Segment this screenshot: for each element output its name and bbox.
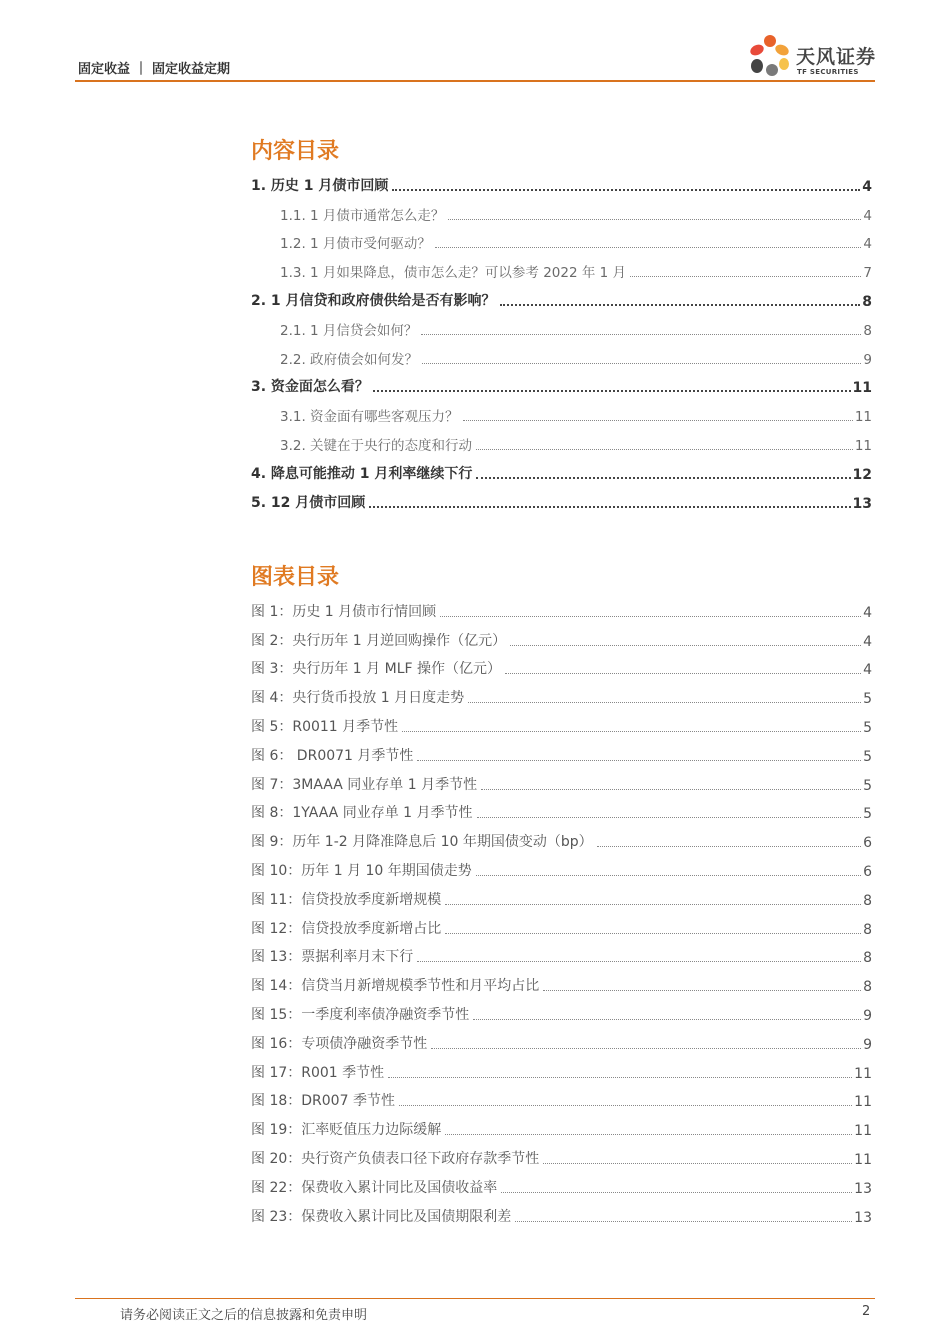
- figure-entry[interactable]: [251, 794, 872, 823]
- entry-label: 图 9：历年 1-2 月降准降息后 10 年期国债变动（bp）: [251, 834, 593, 851]
- dot-leader: [373, 390, 851, 392]
- entry-label: 3.1. 资金面有哪些客观压力？: [280, 409, 459, 426]
- entry-page-number: 8: [863, 892, 872, 909]
- dot-leader: [417, 961, 861, 962]
- toc-entry[interactable]: [251, 224, 872, 253]
- entry-label: 图 15：一季度利率债净融资季节性: [251, 1006, 470, 1023]
- dot-leader: [473, 1019, 861, 1020]
- entry-label: 图 14：信贷当月新增规模季节性和月平均占比: [251, 978, 540, 995]
- dot-leader: [476, 449, 853, 450]
- entry-label: 1.3. 1 月如果降息，债市怎么走？可以参考 2022 年 1 月: [280, 265, 627, 282]
- dot-leader: [440, 616, 861, 617]
- toc-entry[interactable]: [251, 310, 872, 339]
- dot-leader: [510, 645, 861, 646]
- figure-entry[interactable]: [251, 1139, 872, 1168]
- entry-page-number: 8: [863, 921, 872, 938]
- entry-label: 图 20：央行资产负债表口径下政府存款季节性: [251, 1150, 540, 1167]
- footer-divider: [75, 1298, 875, 1299]
- entry-label: 1.2. 1 月债市受何驱动？: [280, 236, 431, 253]
- flower-logo-icon: [748, 32, 792, 80]
- dot-leader: [421, 334, 861, 335]
- entry-label: 图 2：央行历年 1 月逆回购操作（亿元）: [251, 632, 507, 649]
- figure-entry[interactable]: [251, 909, 872, 938]
- toc-entry[interactable]: [251, 368, 872, 397]
- toc-entry[interactable]: [251, 483, 872, 512]
- toc-entry[interactable]: [251, 195, 872, 224]
- dot-leader: [481, 789, 861, 790]
- toc-entry[interactable]: [251, 396, 872, 425]
- entry-page-number: 5: [863, 777, 872, 794]
- entry-page-number: 11: [854, 1123, 872, 1140]
- entry-page-number: 6: [863, 835, 872, 852]
- figure-entry[interactable]: [251, 1053, 872, 1082]
- figure-entry[interactable]: [251, 1024, 872, 1053]
- dot-leader: [463, 420, 853, 421]
- figure-entry[interactable]: [251, 966, 872, 995]
- entry-page-number: 9: [863, 1007, 872, 1024]
- entry-page-number: 4: [863, 633, 872, 650]
- dot-leader: [630, 276, 861, 277]
- figure-entry[interactable]: [251, 1197, 872, 1226]
- figure-entry[interactable]: [251, 880, 872, 909]
- figure-entry[interactable]: [251, 851, 872, 880]
- entry-label: 图 1：历史 1 月债市行情回顾: [251, 603, 437, 620]
- entry-label: 图 7：3MAAA 同业存单 1 月季节性: [251, 776, 478, 793]
- dot-leader: [431, 1048, 861, 1049]
- logo-chinese-text: 天风证券: [796, 46, 877, 68]
- entry-label: 图 13：票据利率月末下行: [251, 949, 414, 966]
- dot-leader: [445, 933, 861, 934]
- entry-label: 图 3：央行历年 1 月 MLF 操作（亿元）: [251, 661, 501, 678]
- entry-label: 图 6： DR0071 月季节性: [251, 747, 414, 764]
- entry-page-number: 5: [863, 748, 872, 765]
- dot-leader: [515, 1221, 852, 1222]
- figures-title: 图表目录: [251, 565, 340, 590]
- entry-label: 3. 资金面怎么看？: [251, 379, 369, 396]
- entry-page-number: 8: [863, 950, 872, 967]
- figure-entry[interactable]: [251, 707, 872, 736]
- breadcrumb: 固定收益 ｜ 固定收益定期: [78, 62, 231, 77]
- entry-page-number: 11: [854, 437, 872, 454]
- entry-page-number: 13: [854, 1209, 872, 1226]
- dot-leader: [505, 673, 861, 674]
- entry-label: 图 17：R001 季节性: [251, 1064, 385, 1081]
- entry-page-number: 6: [863, 863, 872, 880]
- figure-entry[interactable]: [251, 1082, 872, 1111]
- dot-leader: [476, 477, 850, 479]
- figure-entry[interactable]: [251, 765, 872, 794]
- contents-title: 内容目录: [251, 139, 340, 164]
- entry-label: 2. 1 月信贷和政府债供给是否有影响？: [251, 292, 496, 309]
- entry-page-number: 9: [863, 351, 872, 368]
- entry-page-number: 4: [863, 604, 872, 621]
- entry-page-number: 5: [863, 806, 872, 823]
- entry-label: 1.1. 1 月债市通常怎么走？: [280, 207, 445, 224]
- entry-page-number: 7: [863, 265, 872, 282]
- entry-label: 图 11：信贷投放季度新增规模: [251, 891, 442, 908]
- entry-page-number: 4: [863, 662, 872, 679]
- figure-entry[interactable]: [251, 995, 872, 1024]
- logo-english-text: TF SECURITIES: [797, 68, 859, 76]
- entry-page-number: 5: [863, 691, 872, 708]
- footer-disclaimer: 请务必阅读正文之后的信息披露和免责申明: [120, 1308, 368, 1323]
- entry-page-number: 4: [863, 236, 872, 253]
- figure-entry[interactable]: [251, 736, 872, 765]
- entry-page-number: 11: [854, 1065, 872, 1082]
- toc-entry[interactable]: [251, 166, 872, 195]
- figures-list: [251, 592, 872, 1226]
- entry-page-number: 8: [863, 322, 872, 339]
- dot-leader: [392, 189, 860, 191]
- figure-entry[interactable]: [251, 822, 872, 851]
- dot-leader: [417, 760, 861, 761]
- entry-label: 1. 历史 1 月债市回顾: [251, 177, 389, 194]
- toc-entry[interactable]: [251, 454, 872, 483]
- dot-leader: [597, 846, 861, 847]
- dot-leader: [445, 1134, 852, 1135]
- contents-list: [251, 166, 872, 512]
- figure-entry[interactable]: [251, 650, 872, 679]
- dot-leader: [477, 817, 862, 818]
- entry-label: 图 4：央行货币投放 1 月日度走势: [251, 690, 465, 707]
- dot-leader: [435, 247, 861, 248]
- dot-leader: [399, 1105, 852, 1106]
- figure-entry[interactable]: [251, 1168, 872, 1197]
- entry-page-number: 8: [862, 293, 872, 310]
- dot-leader: [500, 304, 861, 306]
- entry-label: 图 16：专项债净融资季节性: [251, 1035, 428, 1052]
- dot-leader: [501, 1192, 852, 1193]
- figure-entry[interactable]: [251, 592, 872, 621]
- figure-entry[interactable]: [251, 938, 872, 967]
- entry-page-number: 5: [863, 719, 872, 736]
- entry-label: 图 8：1YAAA 同业存单 1 月季节性: [251, 805, 473, 822]
- company-logo: [748, 32, 883, 80]
- entry-label: 图 18：DR007 季节性: [251, 1093, 395, 1110]
- figure-entry[interactable]: [251, 678, 872, 707]
- entry-page-number: 9: [863, 1036, 872, 1053]
- toc-entry[interactable]: [251, 339, 872, 368]
- header-divider: [75, 80, 875, 82]
- figure-entry[interactable]: [251, 1110, 872, 1139]
- toc-entry[interactable]: [251, 252, 872, 281]
- entry-page-number: 12: [852, 466, 872, 483]
- dot-leader: [543, 1163, 852, 1164]
- entry-label: 4. 降息可能推动 1 月利率继续下行: [251, 465, 473, 482]
- dot-leader: [369, 506, 850, 508]
- entry-label: 图 12：信贷投放季度新增占比: [251, 920, 442, 937]
- entry-label: 图 5：R0011 月季节性: [251, 718, 399, 735]
- dot-leader: [448, 219, 861, 220]
- entry-label: 图 19：汇率贬值压力边际缓解: [251, 1122, 442, 1139]
- toc-entry[interactable]: [251, 281, 872, 310]
- dot-leader: [468, 702, 861, 703]
- dot-leader: [402, 731, 861, 732]
- dot-leader: [543, 990, 861, 991]
- toc-entry[interactable]: [251, 425, 872, 454]
- entry-label: 2.2. 政府债会如何发？: [280, 351, 419, 368]
- dot-leader: [476, 875, 861, 876]
- entry-page-number: 8: [863, 979, 872, 996]
- entry-page-number: 13: [852, 495, 872, 512]
- dot-leader: [388, 1077, 852, 1078]
- entry-label: 图 23：保费收入累计同比及国债期限利差: [251, 1208, 512, 1225]
- entry-label: 图 22：保费收入累计同比及国债收益率: [251, 1179, 498, 1196]
- entry-page-number: 4: [863, 207, 872, 224]
- dot-leader: [445, 904, 861, 905]
- entry-label: 3.2. 关键在于央行的态度和行动: [280, 437, 473, 454]
- entry-page-number: 11: [854, 1094, 872, 1111]
- entry-label: 5. 12 月债市回顾: [251, 494, 366, 511]
- figure-entry[interactable]: [251, 621, 872, 650]
- entry-page-number: 11: [852, 380, 872, 397]
- entry-page-number: 11: [854, 1151, 872, 1168]
- entry-label: 2.1. 1 月信贷会如何？: [280, 322, 418, 339]
- entry-page-number: 4: [862, 178, 872, 195]
- entry-page-number: 11: [854, 409, 872, 426]
- entry-label: 图 10：历年 1 月 10 年期国债走势: [251, 862, 472, 879]
- page-number: 2: [862, 1304, 871, 1319]
- entry-page-number: 13: [854, 1180, 872, 1197]
- dot-leader: [422, 363, 861, 364]
